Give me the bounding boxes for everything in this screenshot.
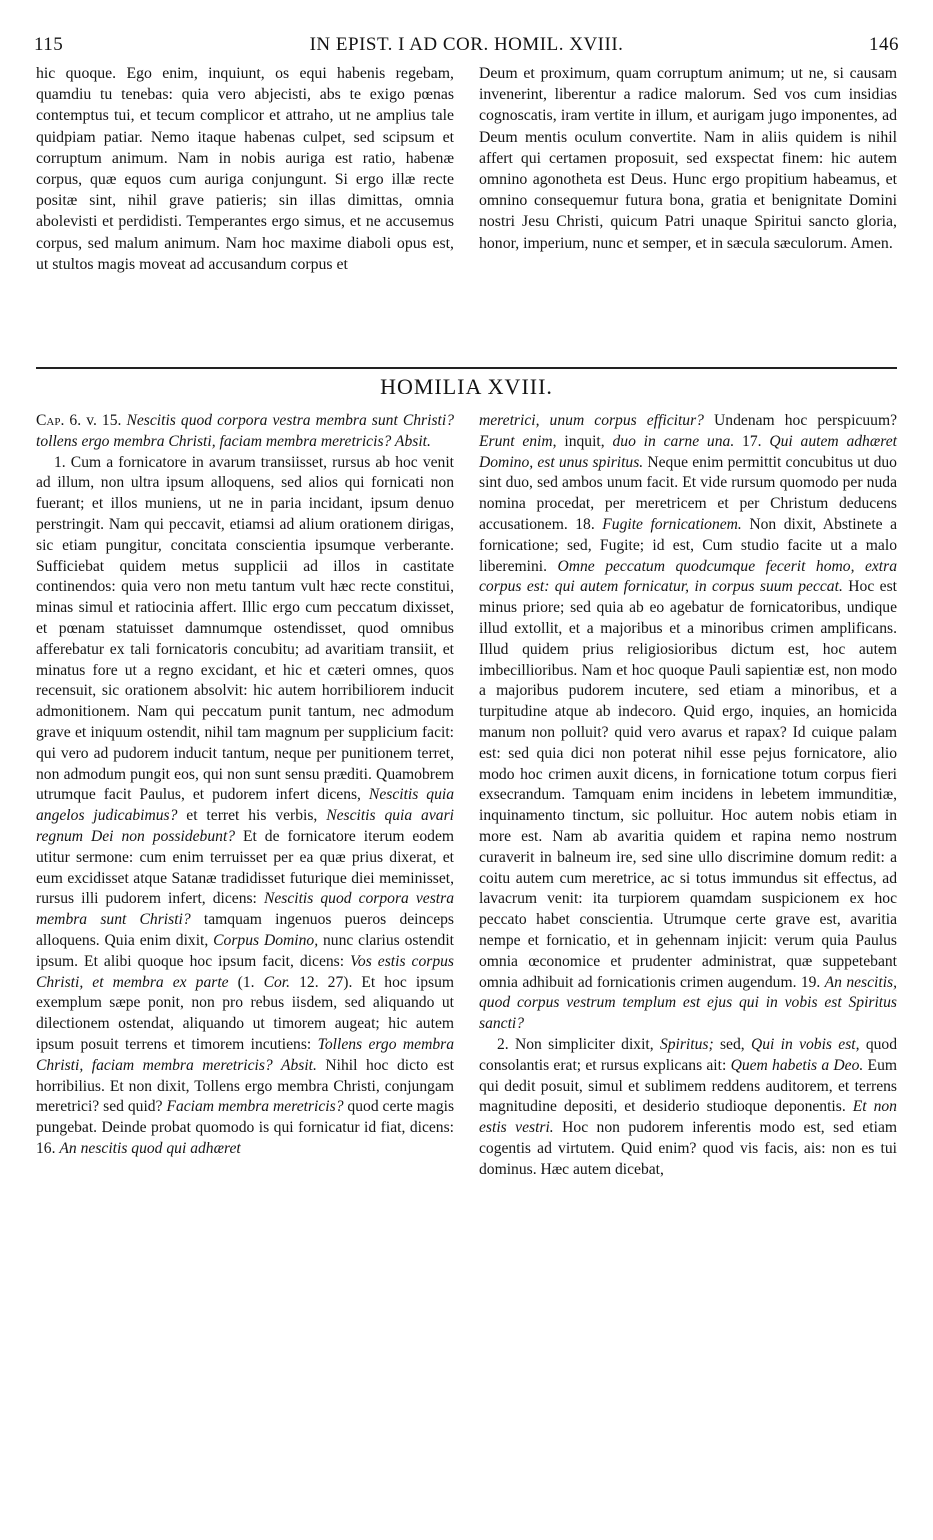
quote-run: Nescitis quia avari regnum Dei non possidebunt? — [36, 807, 454, 845]
section-divider — [36, 367, 897, 369]
text-run: Undenam hoc perspicuum? — [703, 412, 897, 429]
text-run: Neque enim permittit concubitus ut duo sint duo, sed ambos unum facit. Et vide rursum quomodo per nuda nomina procedat, per meretricem et per Christum deducens accusationem. 18. — [479, 453, 897, 533]
paragraph-1-continued — [479, 411, 897, 1035]
top-right-column — [479, 63, 897, 254]
quote-run: Omne peccatum quodcumque fecerit homo, extra corpus est: qui autem fornicatur, in corpus suum peccat. — [479, 557, 897, 596]
quote-run: Qui in vobis est, — [750, 1035, 860, 1053]
text-run: et terret his verbis, — [177, 807, 327, 825]
quote-run: Corpus Domino, — [213, 931, 319, 949]
text-run: sed, — [713, 1035, 751, 1053]
top-right-text: Deum et proximum, quam corruptum animum; ut ne, si causam invenerint, liberentur a radice malorum. Sed vos cum insidias cognoscatis, iram vertite in illum, et aurigam jugo imponentes, ad Deum mentis oculum convertite. Nam in aliis quidem is nihil affert qui certamen proposuit, sed exspectat finem: hic autem omnino agonotheta est Deus. Hunc ergo propitium habeamus, et omnino consequemur futura bona, gratia et benignitate Domini nostri Jesu Christi, quicum Patri unaque Spiritui sancto gloria, honor, imperium, nunc et semper, et in sæcula sæculorum. Amen. — [479, 65, 897, 252]
text-run: quod certe magis pungebat. Deinde probat quomodo is qui fornicatur id fiat, dicens: 16. — [36, 1098, 455, 1157]
quote-run: duo in carne una. — [612, 432, 735, 450]
quote-run: An nescitis quod qui adhæret — [59, 1139, 241, 1157]
text-run: Hoc est minus priore; sed quia ab eo agebatur de fornicatoribus, undique illud extollit, et a majoribus et a minoribus crimen amplificans. Illud quidem prius religiosioribus dictum est, hoc autem imbecillioribus. Nam et hoc quoque Pauli sapientiæ est, non modo a majoribus pudorem incutere, sed etiam a minoribus, et a turpitudine atque ab indecoro. Quid ergo, inquies, an homicida manum non polluit? quid vero avarus et rapax? Id cuique palam est: sed quia dici non poterat nihil esse pejus fornicatore, alio modo hoc crimen auxit dicens, in fornicatione totum corpus fieri exsecrandum. Tamquam enim incidens in lebetem immunditiæ, inquinamento tinctum, sic polluitur. Hoc autem nobis etiam in more est. Nam ab avaritia quidem et rapina nemo nostrum curaverit in balneum ire, sed sine ullo discrimine domum redit: a coitu autem cum meretrice, ac si totus immundus sit effectus, ad lavacrum venit: ita turpiorem quamdam suspicionem ex hoc peccato habet conscientia. Utrumque certe grave est, avaritia nempe et fornicatio, et in gehennam injicit: verum quia Paulus omnia œconomice et prudenter administrat, quæ suppetebant omnia adhibuit ad fornicationis crimen augendum. 19. — [479, 578, 897, 991]
text-run: quod consolantis erat; et rursus explicans ait: — [479, 1035, 898, 1074]
text-run: , inquit, — [552, 432, 613, 450]
cap-quote: Nescitis quod corpora vestra membra sunt Christi? tollens ergo membra Christi, faciam membra meretricis? Absit. — [36, 412, 454, 450]
quote-run: Nescitis quia angelos judicabimus? — [36, 786, 454, 825]
quote-run: Fugite fornicationem. — [602, 515, 742, 533]
quote-run: Faciam membra meretricis? — [166, 1098, 344, 1116]
cap-ref: 6. v. 15. — [64, 412, 127, 429]
text-run: 2. Non simpliciter dixit, — [497, 1035, 660, 1053]
text-run: Nihil hoc dicto est horribilius. Et non dixit, Tollens ergo membra Christi, conjungam meretrici? sed quid? — [36, 1056, 454, 1116]
paragraph-2 — [479, 1035, 897, 1181]
quote-run: Qui autem adhæret Domino, est unus spiritus. — [479, 432, 897, 471]
quote-run: Spiritus; — [659, 1035, 714, 1053]
running-title: IN EPIST. I AD COR. HOMIL. XVIII. — [309, 34, 624, 55]
text-run: Hoc non pudorem inferentis modo est, sed etiam cogentis ad virtutem. Quid enim? quod vis facis, ais: non es tui dominus. Hæc autem dicebat, — [479, 1119, 897, 1178]
text-run: tamquam ingenuos pueros deinceps alloquens. Quia enim dixit, — [36, 911, 454, 949]
text-run: (1. — [228, 973, 264, 991]
text-run: 1. Cum a fornicatore in avarum transiisset, rursus ab hoc venit ad illum, non ultra ipsum alloquens, sed alios qui fornicati non fuerant; et illos muniens, ut ne in paria incidant, ipsum denuo perstringit. Nam qui peccavit, etiamsi ad alium orationem dirigas, sic etiam pungitur, concitata conscientia ipsumque verberante. Sufficiebat quidem metus supplicii ad illos in castitate continendos: quia vero non metu tantum vult hæc recte constitui, minas simul et ratiocinia affert. Illic ergo cum peccatum dixisset, et pœnam statuisset damnumque ostendisset, quod omnibus afferebatur ex tali fornicatoris concubitu; ad avaritiam transiit, et minatus fore ut a regno excidant, et hic et cæteri omnes, quos recensuit, sic orationem absolvit: hic autem horribiliorem inducit admonitionem. Nam qui peccatum punit tantum, nec admodum grave et iniquum ostendit, nihil tam magnum per supplicium facit: qui vero ad pudorem inducit tantum, neque per punitionem terret, non admodum pungit eos, qui non sunt sensu præditi. Quamobrem utrumque facit Paulus, et pudorem infert dicens, — [36, 453, 454, 804]
quote-run: Cor. — [263, 973, 291, 991]
quote-run: An nescitis, quod corpus vestrum templum est ejus qui in vobis est Spiritus sancti? — [479, 973, 897, 1033]
text-run: Eum qui dedit posuit, simul et sublimem reddens auditorem, et terrens magnitudine depositi, et desiderio studioque deponentis. — [479, 1056, 898, 1116]
text-run: 12. 27). Et hoc ipsum exemplum sæpe ponit, non pro rebus iisdem, sed aliquando ut dilectionem ostendat, aliquando ut timorem augeat; hic autem ipsum posuit terrens et timorem incutiens: — [36, 973, 455, 1053]
bottom-right-column — [479, 411, 897, 1180]
quote-run: Et non estis vestri. — [479, 1098, 897, 1137]
quote-run: Vos estis corpus Christi, et membra ex parte — [36, 952, 454, 991]
paragraph-1 — [36, 453, 454, 1160]
quote-run: Erunt enim — [479, 432, 553, 450]
text-run: 17. — [734, 432, 770, 450]
homily-title: HOMILIA XVIII. — [380, 374, 553, 399]
text-run: nunc clarius ostendit ipsum. Et alibi quoque hoc ipsum facit, dicens: — [36, 931, 454, 970]
chapter-heading — [36, 411, 454, 453]
top-left-text: hic quoque. Ego enim, inquiunt, os equi habenis regebam, quamdiu tu tenebas: quia vero abjecisti, abs te exigo pœnas contemptus tui, et tecum complicor et attraho, ut ne amplius tale quidpiam patiar. Nemo itaque habenas culpet, sed scipsum et corruptum animum. Nam in nobis auriga est ratio, habenæ corpus, quæ equos cum auriga conjungunt. Si ergo illæ recte positæ sint, nihil grave patieris; sin illas dimittas, omnia abolevisti et perdidisti. Temperantes ergo simus, et ne accusemus corpus, sed malum animum. Nam hoc maxime diaboli opus est, ut stultos magis moveat ad accusandum corpus et — [36, 65, 454, 273]
quote-run: meretrici, unum corpus efficitur? — [479, 412, 704, 429]
page-number-right: 146 — [869, 34, 899, 55]
page-number-left: 115 — [34, 34, 64, 55]
running-head — [34, 34, 899, 58]
quote-run: Quem habetis a Deo. — [730, 1056, 864, 1074]
text-run: Non dixit, Abstinete a fornicatione; sed, Fugite; id est, Cum studio facite ut a malo liberemini. — [479, 515, 897, 575]
cap-label: Cap. — [36, 412, 65, 429]
text-run: Et de fornicatore iterum eodem utitur sermone: cum enim terruisset per ea quæ prius dixerat, et eum excidisset atque Satanæ tradidisset futurique diei meminisset, rursus illi pudorem infert, dicens: — [36, 827, 454, 908]
quote-run: Nescitis quod corpora vestra membra sunt Christi? — [36, 890, 454, 929]
top-left-column — [36, 63, 454, 275]
bottom-left-column — [36, 411, 454, 1160]
quote-run: Tollens ergo membra Christi, faciam membra meretricis? Absit. — [36, 1035, 454, 1074]
